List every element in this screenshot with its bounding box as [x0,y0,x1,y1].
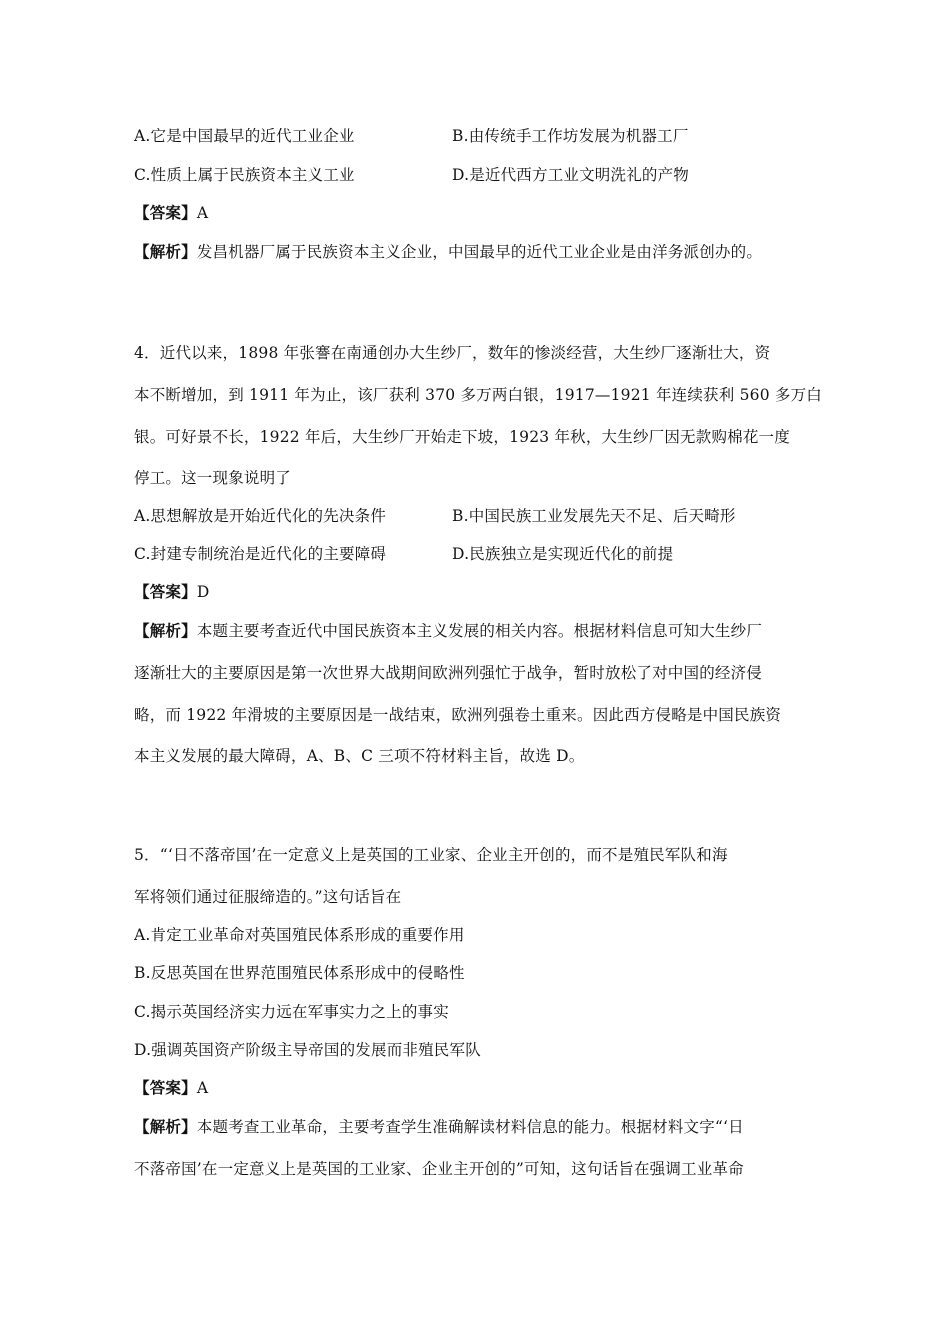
q5-stem-line: 5．“‘日不落帝国’在一定意义上是英国的工业家、企业主开创的，而不是殖民军队和海 [134,846,728,864]
q5-answer-value: A [196,1079,209,1097]
q4-answer [134,582,824,602]
q3-answer [134,203,824,223]
q3-analysis [134,242,824,262]
q4-stem-line: 4．近代以来，1898 年张謇在南通创办大生纱厂，数年的惨淡经营，大生纱厂逐渐壮大，资 [134,344,771,362]
q4-analysis-line: 本主义发展的最大障碍，A、B、C 三项不符材料主旨，故选 D。 [134,747,585,765]
q4-stem-line: 银。可好景不长，1922 年后，大生纱厂开始走下坡，1923 年秋，大生纱厂因无款购棉花一度 [134,428,790,446]
q5-analysis-line [134,1117,824,1137]
q4-option-d: D.民族独立是实现近代化的前提 [452,545,674,563]
q3-answer-label: 【答案】 [134,203,197,222]
q3-answer-value: A [196,204,209,222]
q4-answer-label: 【答案】 [134,582,197,601]
q5-answer [134,1078,824,1098]
q4-analysis-label: 【解析】 [134,621,197,640]
q5-option-b: B.反思英国在世界范围殖民体系形成中的侵略性 [134,964,465,982]
q3-options-row-2 [134,165,824,185]
q4-analysis-line: 略，而 1922 年滑坡的主要原因是一战结束，欧洲列强卷土重来。因此西方侵略是中国民族资 [134,706,782,724]
q4-option-a: A.思想解放是开始近代化的先决条件 [134,507,387,525]
q3-analysis-label: 【解析】 [134,242,197,261]
q4-answer-value: D [196,583,210,601]
q4-option-b: B.中国民族工业发展先天不足、后天畸形 [452,507,736,525]
q4-stem-line: 本不断增加，到 1911 年为止，该厂获利 370 多万两白银，1917—1921 年连续获利 560 多万白 [134,386,822,404]
q5-option-a: A.肯定工业革命对英国殖民体系形成的重要作用 [134,926,465,944]
q5-option-d: D.强调英国资产阶级主导帝国的发展而非殖民军队 [134,1041,481,1059]
q3-option-c: C.性质上属于民族资本主义工业 [134,166,355,184]
q4-options-row-2 [134,544,824,564]
q3-options-row-1 [134,126,824,146]
q3-option-b: B.由传统手工作坊发展为机器工厂 [452,127,689,145]
q3-option-d: D.是近代西方工业文明洗礼的产物 [452,166,690,184]
q4-options-row-1 [134,506,824,526]
q5-option-c: C.揭示英国经济实力远在军事实力之上的事实 [134,1003,449,1021]
q5-answer-label: 【答案】 [134,1078,197,1097]
q4-option-c: C.封建专制统治是近代化的主要障碍 [134,545,387,563]
q5-stem-line: 军将领们通过征服缔造的。”这句话旨在 [134,888,402,906]
q5-analysis-line: 不落帝国’在一定意义上是英国的工业家、企业主开创的”可知，这句话旨在强调工业革命 [134,1160,744,1178]
q4-analysis-line [134,621,824,641]
q5-analysis-label: 【解析】 [134,1117,197,1136]
q3-analysis-text: 发昌机器厂属于民族资本主义企业，中国最早的近代工业企业是由洋务派创办的。 [196,243,763,261]
q4-analysis-line: 逐渐壮大的主要原因是第一次世界大战期间欧洲列强忙于战争，暂时放松了对中国的经济侵 [134,664,763,682]
q4-analysis-text: 本题主要考查近代中国民族资本主义发展的相关内容。根据材料信息可知大生纱厂 [196,622,763,640]
q3-option-a: A.它是中国最早的近代工业企业 [134,127,355,145]
q4-stem-line: 停工。这一现象说明了 [134,469,292,487]
q5-analysis-text: 本题考查工业革命，主要考查学生准确解读材料信息的能力。根据材料文字“‘日 [196,1118,744,1136]
